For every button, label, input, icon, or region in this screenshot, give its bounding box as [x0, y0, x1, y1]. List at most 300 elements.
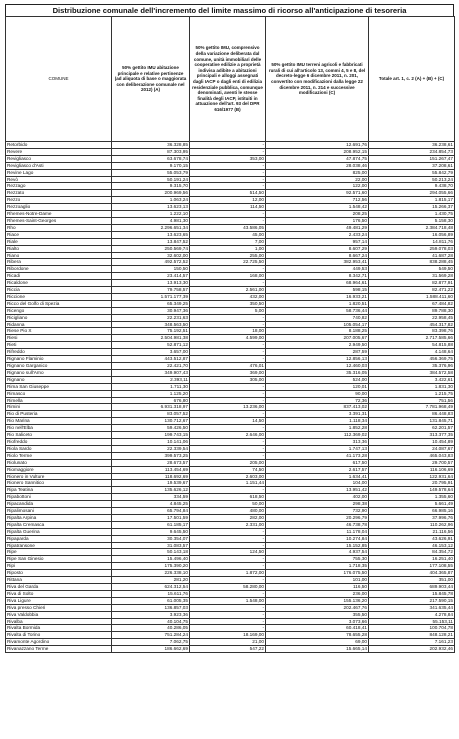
totale-cell: 1.831,30 — [369, 383, 455, 390]
imu-abitazione-cell: 130.712,67 — [112, 418, 190, 425]
imu-terreni-cell: 8.188,25 — [266, 328, 369, 335]
imu-terreni-cell: 28.038,46 — [266, 162, 369, 169]
table-row — [6, 190, 455, 197]
imu-abitazione-cell: 87.303,95 — [112, 148, 190, 155]
imu-terreni-cell: 1.820,51 — [266, 300, 369, 307]
imu-terreni-cell: 8.667,24 — [266, 252, 369, 259]
imu-cooperative-cell: - — [190, 397, 266, 404]
totale-cell: 454.317,82 — [369, 321, 455, 328]
totale-cell: 751,56 — [369, 397, 455, 404]
imu-cooperative-cell: 74,50 — [190, 466, 266, 473]
comune-cell: Rittana — [6, 577, 112, 584]
imu-abitazione-cell: 186.662,69 — [112, 646, 190, 653]
totale-cell: 404.365,87 — [369, 570, 455, 577]
comune-cell: Rionero in Vulture — [6, 473, 112, 480]
imu-terreni-cell: 90,00 — [266, 390, 369, 397]
totale-cell: 1.588.411,60 — [369, 293, 455, 300]
imu-terreni-cell: 8.607,29 — [266, 245, 369, 252]
totale-cell: 62.201,57 — [369, 425, 455, 432]
imu-terreni-cell: 104,00 — [266, 480, 369, 487]
imu-terreni-cell: 12.691,76 — [266, 142, 369, 149]
imu-cooperative-cell: - — [190, 611, 266, 618]
imu-abitazione-cell: 2.393,11 — [112, 376, 190, 383]
comune-cell: Rimella — [6, 397, 112, 404]
totale-cell: 122.931,64 — [369, 473, 455, 480]
totale-cell: 86.448,83 — [369, 411, 455, 418]
imu-terreni-cell: 105.054,17 — [266, 321, 369, 328]
imu-cooperative-cell: 168,00 — [190, 273, 266, 280]
imu-terreni-cell: 732,90 — [266, 508, 369, 515]
comune-cell: Riposto — [6, 570, 112, 577]
imu-abitazione-cell: 40.286,05 — [112, 625, 190, 632]
imu-abitazione-cell: 348.563,50 — [112, 321, 190, 328]
totale-cell: 149.578,64 — [369, 487, 455, 494]
imu-cooperative-cell: 22.725,50 — [190, 259, 266, 266]
table-row — [6, 342, 455, 349]
imu-cooperative-cell: 21,00 — [190, 639, 266, 646]
comune-cell: Riano — [6, 252, 112, 259]
totale-cell: 37.996,76 — [369, 514, 455, 521]
table-row — [6, 459, 455, 466]
table-row — [6, 259, 455, 266]
comune-cell: Revigliasco d'Asti — [6, 162, 112, 169]
imu-cooperative-cell: 4.599,00 — [190, 335, 266, 342]
totale-cell: 131.845,71 — [369, 418, 455, 425]
imu-abitazione-cell: 22.339,54 — [112, 445, 190, 452]
comune-cell: Riola Sardo — [6, 445, 112, 452]
imu-cooperative-cell: - — [190, 438, 266, 445]
imu-terreni-cell: 176,50 — [266, 217, 369, 224]
imu-cooperative-cell: - — [190, 563, 266, 570]
imu-abitazione-cell: 399.573,25 — [112, 452, 190, 459]
table-row — [6, 418, 455, 425]
totale-cell: 5.158,30 — [369, 217, 455, 224]
imu-cooperative-cell: - — [190, 176, 266, 183]
imu-abitazione-cell: 13.847,52 — [112, 238, 190, 245]
table-row — [6, 231, 455, 238]
table-row — [6, 604, 455, 611]
imu-abitazione-cell: 624.312,54 — [112, 584, 190, 591]
imu-cooperative-cell: - — [190, 342, 266, 349]
imu-terreni-cell: 35.316,05 — [266, 369, 369, 376]
imu-cooperative-cell: - — [190, 162, 266, 169]
comune-cell: Rezzo — [6, 197, 112, 204]
imu-abitazione-cell: 2.504.981,38 — [112, 335, 190, 342]
totale-cell: 14.811,76 — [369, 238, 455, 245]
imu-abitazione-cell: 40.104,75 — [112, 618, 190, 625]
totale-cell: 456.369,75 — [369, 356, 455, 363]
totale-cell: 41.687,28 — [369, 252, 455, 259]
imu-cooperative-cell: - — [190, 487, 266, 494]
totale-cell: 100.704,78 — [369, 625, 455, 632]
imu-abitazione-cell: 200.969,56 — [112, 190, 190, 197]
imu-cooperative-cell: 353,00 — [190, 155, 266, 162]
imu-terreni-cell: 1.118,34 — [266, 418, 369, 425]
comune-cell: Ridanna — [6, 321, 112, 328]
imu-abitazione-cell: 59.426,50 — [112, 425, 190, 432]
table-row — [6, 238, 455, 245]
table-row — [6, 618, 455, 625]
imu-terreni-cell: 12.460,03 — [266, 363, 369, 370]
imu-cooperative-cell: - — [190, 625, 266, 632]
comune-cell: Riale — [6, 238, 112, 245]
comune-cell: Ricadi — [6, 273, 112, 280]
imu-abitazione-cell: 250.569,74 — [112, 245, 190, 252]
table-row — [6, 584, 455, 591]
totale-cell: 465.043,83 — [369, 452, 455, 459]
table-row — [6, 445, 455, 452]
comune-cell: Rivamonte Agordino — [6, 639, 112, 646]
imu-abitazione-cell: 6.931.318,97 — [112, 404, 190, 411]
table-header-row — [6, 17, 455, 142]
comune-cell: Rezzato — [6, 190, 112, 197]
comune-cell: Riolunato — [6, 459, 112, 466]
totale-cell: 217.590,15 — [369, 597, 455, 604]
comune-cell: Retorbido — [6, 142, 112, 149]
imu-abitazione-cell: 23.414,57 — [112, 273, 190, 280]
table-body — [6, 142, 455, 653]
imu-abitazione-cell: 17.501,59 — [112, 514, 190, 521]
comune-cell: Rivalta Bormida — [6, 625, 112, 632]
imu-cooperative-cell: 2.561,00 — [190, 287, 266, 294]
table-row — [6, 432, 455, 439]
imu-cooperative-cell: - — [190, 356, 266, 363]
imu-cooperative-cell: - — [190, 542, 266, 549]
imu-cooperative-cell: - — [190, 590, 266, 597]
comune-cell: Rio Marina — [6, 418, 112, 425]
table-row — [6, 183, 455, 190]
table-row — [6, 487, 455, 494]
imu-cooperative-cell: 12,00 — [190, 197, 266, 204]
comune-cell: Rignano — [6, 376, 112, 383]
imu-terreni-cell: 355,50 — [266, 611, 369, 618]
imu-abitazione-cell: 83.057,52 — [112, 411, 190, 418]
comune-cell: Revò — [6, 176, 112, 183]
totale-cell: 35.376,96 — [369, 363, 455, 370]
totale-cell: 351,00 — [369, 577, 455, 584]
totale-cell: 234.854,73 — [369, 148, 455, 155]
totale-cell: 31.569,28 — [369, 273, 455, 280]
totale-cell: 341.635,44 — [369, 604, 455, 611]
imu-terreni-cell: 3.391,31 — [266, 411, 369, 418]
imu-terreni-cell: 72,36 — [266, 397, 369, 404]
table-row — [6, 535, 455, 542]
imu-terreni-cell: 49.481,29 — [266, 224, 369, 231]
comune-cell: Rio nell'Elba — [6, 425, 112, 432]
table-row — [6, 466, 455, 473]
table-row — [6, 597, 455, 604]
totale-cell: 2.384.718,48 — [369, 224, 455, 231]
totale-cell: 4.148,64 — [369, 349, 455, 356]
imu-cooperative-cell: 350,50 — [190, 300, 266, 307]
table-row — [6, 404, 455, 411]
comune-cell: Ripi — [6, 563, 112, 570]
table-row — [6, 252, 455, 259]
imu-abitazione-cell: 1.063,24 — [112, 197, 190, 204]
imu-terreni-cell: 122,00 — [266, 183, 369, 190]
totale-cell: 202.932,46 — [369, 646, 455, 653]
totale-cell: 37.208,61 — [369, 162, 455, 169]
imu-cooperative-cell: - — [190, 321, 266, 328]
table-row — [6, 425, 455, 432]
imu-terreni-cell: 8.342,71 — [266, 273, 369, 280]
totale-cell: 36.238,61 — [369, 142, 455, 149]
totale-cell: 66.985,16 — [369, 508, 455, 515]
totale-cell: 4.278,84 — [369, 611, 455, 618]
document-page — [5, 4, 454, 653]
totale-cell: 54.815,88 — [369, 342, 455, 349]
totale-cell: 1.355,60 — [369, 494, 455, 501]
table-row — [6, 577, 455, 584]
table-row — [6, 321, 455, 328]
comune-cell: Riva del Garda — [6, 584, 112, 591]
table-row — [6, 625, 455, 632]
comune-cell: Ripaparda — [6, 535, 112, 542]
comune-cell: Riva presso Chieri — [6, 604, 112, 611]
totale-cell: 22.958,45 — [369, 314, 455, 321]
comune-cell: Rhemes-Notre-Dame — [6, 211, 112, 218]
table-row — [6, 611, 455, 618]
totale-cell: 55.153,11 — [369, 618, 455, 625]
comune-cell: Rieti — [6, 342, 112, 349]
totale-cell: 9.438,70 — [369, 183, 455, 190]
totale-cell: 15.845,78 — [369, 590, 455, 597]
comune-cell: Rivanazzano Terme — [6, 646, 112, 653]
imu-cooperative-cell: - — [190, 217, 266, 224]
table-row — [6, 590, 455, 597]
imu-cooperative-cell: - — [190, 390, 266, 397]
imu-terreni-cell: 298,38 — [266, 501, 369, 508]
table-row — [6, 211, 455, 218]
totale-cell: 259.078,03 — [369, 245, 455, 252]
imu-cooperative-cell: 18.169,00 — [190, 632, 266, 639]
imu-abitazione-cell: 3.657,00 — [112, 349, 190, 356]
comune-cell: Rio di Pusteria — [6, 411, 112, 418]
comune-cell: Riccia — [6, 287, 112, 294]
table-row — [6, 356, 455, 363]
totale-cell: 838.288,45 — [369, 259, 455, 266]
imu-terreni-cell: 116,50 — [266, 584, 369, 591]
totale-cell: 89.788,30 — [369, 307, 455, 314]
imu-abitazione-cell: 65.349,25 — [112, 300, 190, 307]
comune-cell: Rivalta di Torino — [6, 632, 112, 639]
imu-cooperative-cell: 1.151,44 — [190, 480, 266, 487]
comune-cell: Ripacandida — [6, 501, 112, 508]
imu-cooperative-cell: 514,50 — [190, 190, 266, 197]
totale-cell: 151.267,47 — [369, 155, 455, 162]
imu-abitazione-cell: 10.141,06 — [112, 438, 190, 445]
imu-terreni-cell: 598,15 — [266, 287, 369, 294]
totale-cell: 110.262,96 — [369, 521, 455, 528]
totale-cell: 384.572,58 — [369, 369, 455, 376]
imu-terreni-cell: 712,56 — [266, 197, 369, 204]
imu-terreni-cell: 402,00 — [266, 494, 369, 501]
column-header-c: 50% gettito IMU terreni agricoli e fabbricati rurali di cui all'articolo 13, commi 4, 5 e 8, del decreto-legge 6 dicembre 2011, n. 201, convertito con modificazioni dalla legge 22 dicembre 2011, n. 214 e successive modificazioni (C) — [266, 17, 369, 142]
imu-terreni-cell: 4.937,54 — [266, 549, 369, 556]
imu-abitazione-cell: 118.692,69 — [112, 473, 190, 480]
imu-terreni-cell: 47.874,75 — [266, 155, 369, 162]
imu-terreni-cell: 12.856,13 — [266, 356, 369, 363]
imu-abitazione-cell: 52.871,12 — [112, 342, 190, 349]
imu-cooperative-cell: - — [190, 618, 266, 625]
imu-cooperative-cell: 13.236,00 — [190, 404, 266, 411]
imu-terreni-cell: 68.964,61 — [266, 280, 369, 287]
imu-abitazione-cell: 50.143,18 — [112, 549, 190, 556]
table-row — [6, 494, 455, 501]
imu-cooperative-cell: - — [190, 148, 266, 155]
table-row — [6, 397, 455, 404]
comune-cell: Riva Valdobbia — [6, 611, 112, 618]
totale-cell: 1.215,75 — [369, 390, 455, 397]
imu-terreni-cell: 16.933,21 — [266, 293, 369, 300]
imu-abitazione-cell: 135.626,12 — [112, 487, 190, 494]
imu-abitazione-cell: 31.083,57 — [112, 542, 190, 549]
imu-terreni-cell: 1.852,28 — [266, 425, 369, 432]
table-row — [6, 307, 455, 314]
comune-cell: Rignano Flaminio — [6, 356, 112, 363]
imu-cooperative-cell: - — [190, 577, 266, 584]
comune-cell: Revere — [6, 148, 112, 155]
imu-abitazione-cell: 136.857,03 — [112, 604, 190, 611]
imu-terreni-cell: 176.075,50 — [266, 570, 369, 577]
comune-cell: Revigliasco — [6, 155, 112, 162]
table-row — [6, 293, 455, 300]
table-row — [6, 514, 455, 521]
totale-cell: 20.795,91 — [369, 480, 455, 487]
table-row — [6, 646, 455, 653]
imu-abitazione-cell: 4.981,30 — [112, 217, 190, 224]
imu-terreni-cell: 15.665,14 — [266, 646, 369, 653]
imu-terreni-cell: 449,53 — [266, 266, 369, 273]
imu-terreni-cell: 101,00 — [266, 577, 369, 584]
table-row — [6, 411, 455, 418]
table-row — [6, 390, 455, 397]
column-header-total: Totale art. 1, c. 2 (A) + (B) + (C) — [369, 17, 455, 142]
totale-cell: 177.108,55 — [369, 563, 455, 570]
comune-cell: Ribera — [6, 259, 112, 266]
imu-abitazione-cell: 75.192,51 — [112, 328, 190, 335]
imu-cooperative-cell: - — [190, 183, 266, 190]
imu-cooperative-cell: - — [190, 604, 266, 611]
imu-cooperative-cell: 618,50 — [190, 494, 266, 501]
imu-terreni-cell: 22,00 — [266, 176, 369, 183]
comune-cell: Ripa Teatina — [6, 487, 112, 494]
column-header-comune: COMUNE — [6, 17, 112, 142]
totale-cell: 16.056,89 — [369, 231, 455, 238]
table-row — [6, 528, 455, 535]
comune-cell: Ripabottoni — [6, 494, 112, 501]
comune-cell: Rezzoaglio — [6, 204, 112, 211]
imu-cooperative-cell: 18,00 — [190, 328, 266, 335]
imu-abitazione-cell: 22.421,70 — [112, 363, 190, 370]
imu-terreni-cell: 92.571,60 — [266, 190, 369, 197]
imu-abitazione-cell: 13.623,65 — [112, 231, 190, 238]
imu-cooperative-cell: - — [190, 349, 266, 356]
imu-abitazione-cell: 61.005,35 — [112, 597, 190, 604]
totale-cell: 16.251,40 — [369, 556, 455, 563]
totale-cell: 24.087,67 — [369, 445, 455, 452]
comune-cell: Riolo Terme — [6, 452, 112, 459]
imu-abitazione-cell: 55.053,79 — [112, 169, 190, 176]
imu-abitazione-cell: 1.125,20 — [112, 390, 190, 397]
totale-cell: 1.430,75 — [369, 211, 455, 218]
table-row — [6, 369, 455, 376]
imu-terreni-cell: 13.951,42 — [266, 487, 369, 494]
table-row — [6, 162, 455, 169]
table-row — [6, 245, 455, 252]
totale-cell: 21.116,56 — [369, 528, 455, 535]
imu-cooperative-cell: - — [190, 411, 266, 418]
comune-cell: Rionero Sannitico — [6, 480, 112, 487]
imu-terreni-cell: 208,25 — [266, 211, 369, 218]
table-row — [6, 563, 455, 570]
imu-abitazione-cell: 9.170,15 — [112, 162, 190, 169]
totale-cell: 55.842,79 — [369, 169, 455, 176]
imu-cooperative-cell: 58.280,00 — [190, 584, 266, 591]
imu-abitazione-cell: 226.338,10 — [112, 570, 190, 577]
totale-cell: 29.700,57 — [369, 459, 455, 466]
imu-cooperative-cell: - — [190, 280, 266, 287]
imu-cooperative-cell: 476,01 — [190, 363, 266, 370]
totale-cell: 50.213,24 — [369, 176, 455, 183]
table-row — [6, 148, 455, 155]
imu-terreni-cell: 120,01 — [266, 383, 369, 390]
totale-cell: 43.626,91 — [369, 535, 455, 542]
totale-cell: 294.055,66 — [369, 190, 455, 197]
imu-cooperative-cell: - — [190, 169, 266, 176]
imu-abitazione-cell: 113.454,69 — [112, 466, 190, 473]
imu-cooperative-cell: 282,00 — [190, 514, 266, 521]
column-header-a: 50% gettito IMU abitazione principale e relative pertinenze (ad aliquota di base o maggiorata con deliberazione comunale nel 2012) (A) — [112, 17, 190, 142]
imu-cooperative-cell: 369,00 — [190, 369, 266, 376]
imu-abitazione-cell: 199.743,15 — [112, 432, 190, 439]
imu-cooperative-cell: - — [190, 528, 266, 535]
imu-terreni-cell: 1.718,35 — [266, 563, 369, 570]
imu-terreni-cell: 208.952,15 — [266, 148, 369, 155]
imu-abitazione-cell: 22.231,63 — [112, 314, 190, 321]
comune-cell: Rho — [6, 224, 112, 231]
table-row — [6, 508, 455, 515]
comune-cell: Ribordone — [6, 266, 112, 273]
imu-abitazione-cell: 443.512,87 — [112, 356, 190, 363]
imu-cooperative-cell: 305,00 — [190, 376, 266, 383]
table-row — [6, 155, 455, 162]
imu-cooperative-cell: - — [190, 211, 266, 218]
imu-abitazione-cell: 349.907,43 — [112, 369, 190, 376]
comune-cell: Rimasco — [6, 390, 112, 397]
imu-cooperative-cell: - — [190, 383, 266, 390]
imu-cooperative-cell: - — [190, 314, 266, 321]
totale-cell: 84.354,72 — [369, 549, 455, 556]
imu-cooperative-cell: 432,00 — [190, 293, 266, 300]
imu-abitazione-cell: 1.222,10 — [112, 211, 190, 218]
imu-terreni-cell: 155.136,20 — [266, 597, 369, 604]
imu-terreni-cell: 202.467,76 — [266, 604, 369, 611]
imu-terreni-cell: 20.296,79 — [266, 514, 369, 521]
totale-cell: 313.377,35 — [369, 432, 455, 439]
imu-terreni-cell: 69,00 — [266, 639, 369, 646]
totale-cell: 46.153,12 — [369, 542, 455, 549]
imu-abitazione-cell: 19.539,67 — [112, 480, 190, 487]
imu-cooperative-cell: 43.586,05 — [190, 224, 266, 231]
imu-abitazione-cell: 30.354,07 — [112, 535, 190, 542]
imu-cooperative-cell: 255,00 — [190, 252, 266, 259]
imu-terreni-cell: 1.634,41 — [266, 473, 369, 480]
imu-abitazione-cell: 79.758,57 — [112, 287, 190, 294]
totale-cell: 116.106,69 — [369, 466, 455, 473]
totale-cell: 82.877,91 — [369, 280, 455, 287]
comune-cell: Rimini — [6, 404, 112, 411]
